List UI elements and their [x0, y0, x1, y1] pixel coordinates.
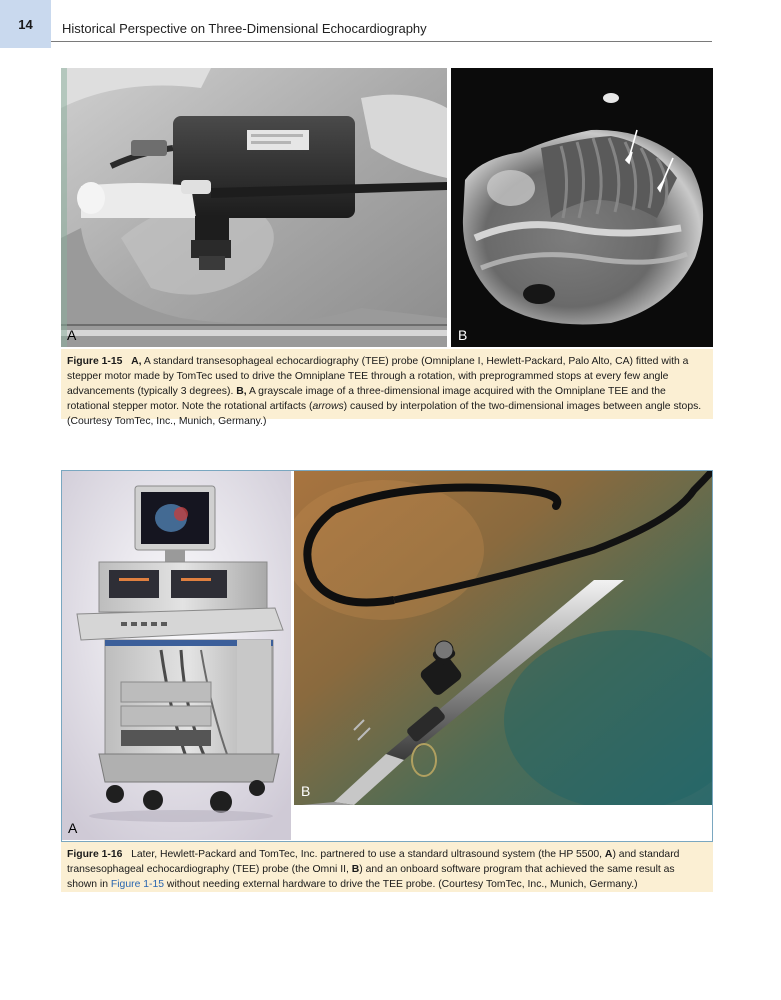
caption-b-text-1: A grayscale image of a three-dimensional image acquired with the Omniplane TEE and the rotational stepper motor. Note the rotational artifacts (	[67, 386, 666, 412]
panel-b-label: B	[301, 783, 311, 799]
caption-b-marker: B,	[236, 386, 247, 397]
figure-1-15-panel-b	[451, 68, 713, 347]
running-header	[0, 0, 781, 48]
figure-1-15-link[interactable]: Figure 1-15	[110, 879, 165, 890]
omni-ii-tee-probe-photo	[294, 470, 713, 805]
caption-label: Figure 1-16	[67, 849, 123, 860]
header-rule	[51, 41, 712, 42]
tee-probe-stepper-motor-photo	[61, 68, 447, 347]
figure-1-15-panel-a	[61, 68, 447, 347]
figure-1-16-panel-b	[294, 470, 713, 805]
caption-b-text-2: ) caused by interpolation of the two-dimensional images between angle stops. (Courtesy TomTec, Inc., Munich, Germany.)	[67, 401, 702, 427]
caption-a-text: A standard transesophageal echocardiography (TEE) probe (Omniplane I, Hewlett-Packard, Palo Alto, CA) fitted with a stepper motor made by TomTec used to drive the Omniplane TEE through a rotation, with preprogrammed stops at every few angle advancements (typically 3 degrees).	[67, 356, 689, 397]
grayscale-3d-echo-image	[451, 68, 713, 347]
caption-b-marker: B	[351, 864, 360, 875]
figure-1-16-panel-a	[61, 470, 291, 840]
caption-arrows-italic: arrows	[312, 401, 344, 412]
running-title: Historical Perspective on Three-Dimensional Echocardiography	[62, 21, 427, 36]
caption-a-marker: A	[604, 849, 613, 860]
caption-text-2: ) and standard transesophageal echocardiography (TEE) probe (the Omni II,	[67, 849, 680, 875]
page-number: 14	[0, 0, 51, 48]
figure-1-15-caption	[61, 349, 713, 427]
caption-text-1: Later, Hewlett-Packard and TomTec, Inc. partnered to use a standard ultrasound system (the HP 5500,	[128, 849, 605, 860]
hp-5500-ultrasound-system-photo	[61, 470, 291, 840]
caption-text-3: ) and an onboard software program that achieved the same result as shown in	[67, 864, 675, 890]
figure-1-16-caption	[61, 842, 713, 892]
panel-b-label: B	[458, 327, 468, 343]
panel-a-label: A	[68, 820, 78, 836]
caption-text-4: without needing external hardware to drive the TEE probe. (Courtesy TomTec, Inc., Munich, Germany.)	[164, 879, 638, 890]
panel-a-label: A	[67, 327, 77, 343]
caption-label: Figure 1-15	[67, 356, 123, 367]
caption-a-marker: A,	[131, 356, 142, 367]
